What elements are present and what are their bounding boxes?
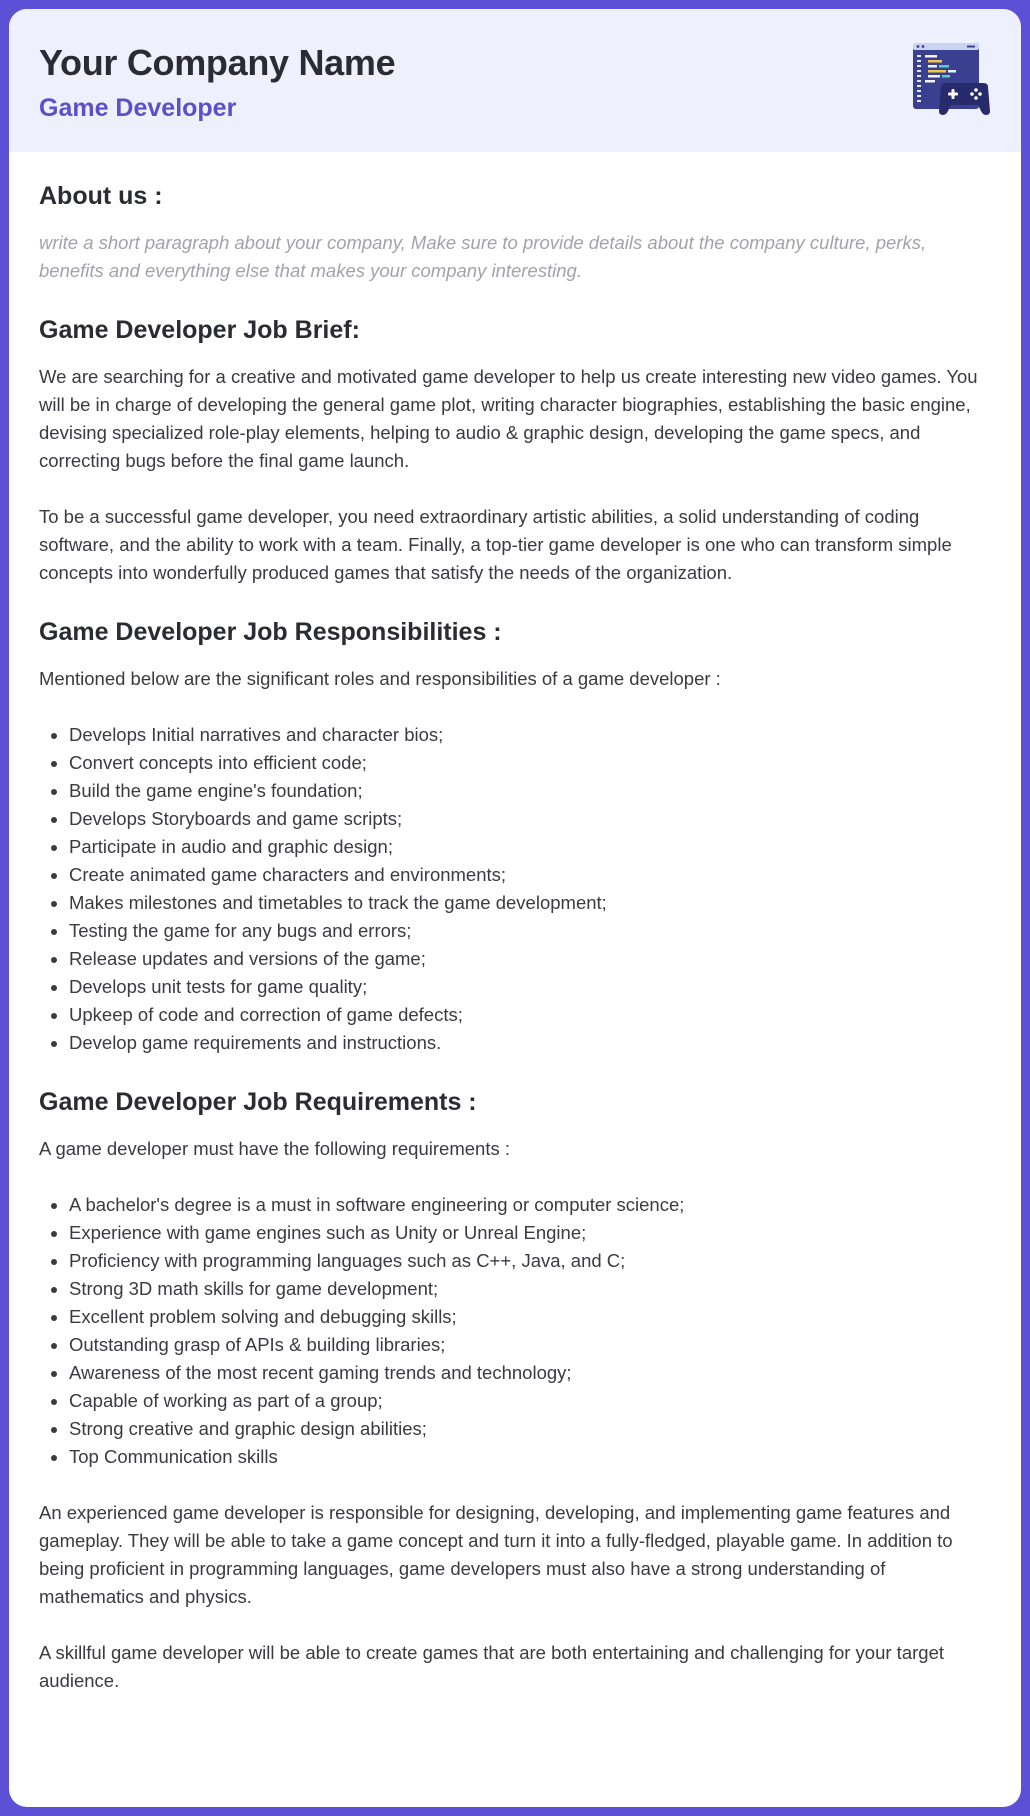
list-item: • Top Communication skills [69, 1443, 991, 1471]
about-heading: About us : [39, 182, 163, 210]
list-item: • Strong creative and graphic design abilities; [69, 1415, 991, 1443]
requirements-intro: A game developer must have the following requirements : [39, 1138, 510, 1159]
list-item: • Participate in audio and graphic design; [69, 833, 991, 861]
list-item: • Develops Initial narratives and character bios; [69, 721, 991, 749]
header [9, 9, 1021, 152]
list-item: • Build the game engine's foundation; [69, 777, 991, 805]
list-item: • Convert concepts into efficient code; [69, 749, 991, 777]
responsibilities-intro: Mentioned below are the significant roles and responsibilities of a game developer : [39, 668, 721, 689]
list-item: • Capable of working as part of a group; [69, 1387, 991, 1415]
list-item: • Upkeep of code and correction of game defects; [69, 1001, 991, 1029]
list-item: • Awareness of the most recent gaming trends and technology; [69, 1359, 991, 1387]
list-item: • Develop game requirements and instructions. [69, 1029, 991, 1057]
game-code-icon [911, 39, 991, 119]
brief-paragraph-1: We are searching for a creative and motivated game developer to help us create interesting new video games. You will be in charge of developing the general game plot, writing character biographies, establishing the basic engine, devising specialized role-play elements, helping to audio & graphic design, developing the game specs, and correcting bugs before the final game launch. [39, 366, 978, 471]
list-item: • Experience with game engines such as Unity or Unreal Engine; [69, 1219, 991, 1247]
requirements-list [39, 1191, 991, 1471]
closing-paragraph-1: An experienced game developer is responsible for designing, developing, and implementing game features and gameplay. They will be able to take a game concept and turn it into a fully-fledged, playable game. In addition to being proficient in programming languages, game developers must also have a strong understanding of mathematics and physics. [39, 1502, 953, 1607]
list-item: • Makes milestones and timetables to track the game development; [69, 889, 991, 917]
list-item: • A bachelor's degree is a must in software engineering or computer science; [69, 1191, 991, 1219]
closing-paragraph-2: A skillful game developer will be able to create games that are both entertaining and challenging for your target audience. [39, 1642, 944, 1691]
list-item: • Testing the game for any bugs and errors; [69, 917, 991, 945]
list-item: • Excellent problem solving and debugging skills; [69, 1303, 991, 1331]
list-item: • Create animated game characters and environments; [69, 861, 991, 889]
brief-heading: Game Developer Job Brief: [39, 316, 360, 344]
list-item: • Release updates and versions of the game; [69, 945, 991, 973]
responsibilities-list [39, 721, 991, 1057]
content [9, 152, 1021, 1695]
job-description-card [9, 9, 1021, 1807]
list-item: • Strong 3D math skills for game development; [69, 1275, 991, 1303]
list-item: • Proficiency with programming languages such as C++, Java, and C; [69, 1247, 991, 1275]
requirements-heading: Game Developer Job Requirements : [39, 1088, 477, 1116]
list-item: • Develops Storyboards and game scripts; [69, 805, 991, 833]
about-placeholder-text: write a short paragraph about your company, Make sure to provide details about the company culture, perks, benefits and everything else that makes your company interesting. [39, 232, 927, 281]
list-item: • Develops unit tests for game quality; [69, 973, 991, 1001]
brief-paragraph-2: To be a successful game developer, you need extraordinary artistic abilities, a solid understanding of coding software, and the ability to work with a team. Finally, a top-tier game developer is one who can transform simple concepts into wonderfully produced games that satisfy the needs of the organization. [39, 506, 952, 583]
job-title: Game Developer [39, 94, 237, 122]
responsibilities-heading: Game Developer Job Responsibilities : [39, 618, 502, 646]
list-item: • Outstanding grasp of APIs & building libraries; [69, 1331, 991, 1359]
company-name: Your Company Name [39, 42, 396, 83]
